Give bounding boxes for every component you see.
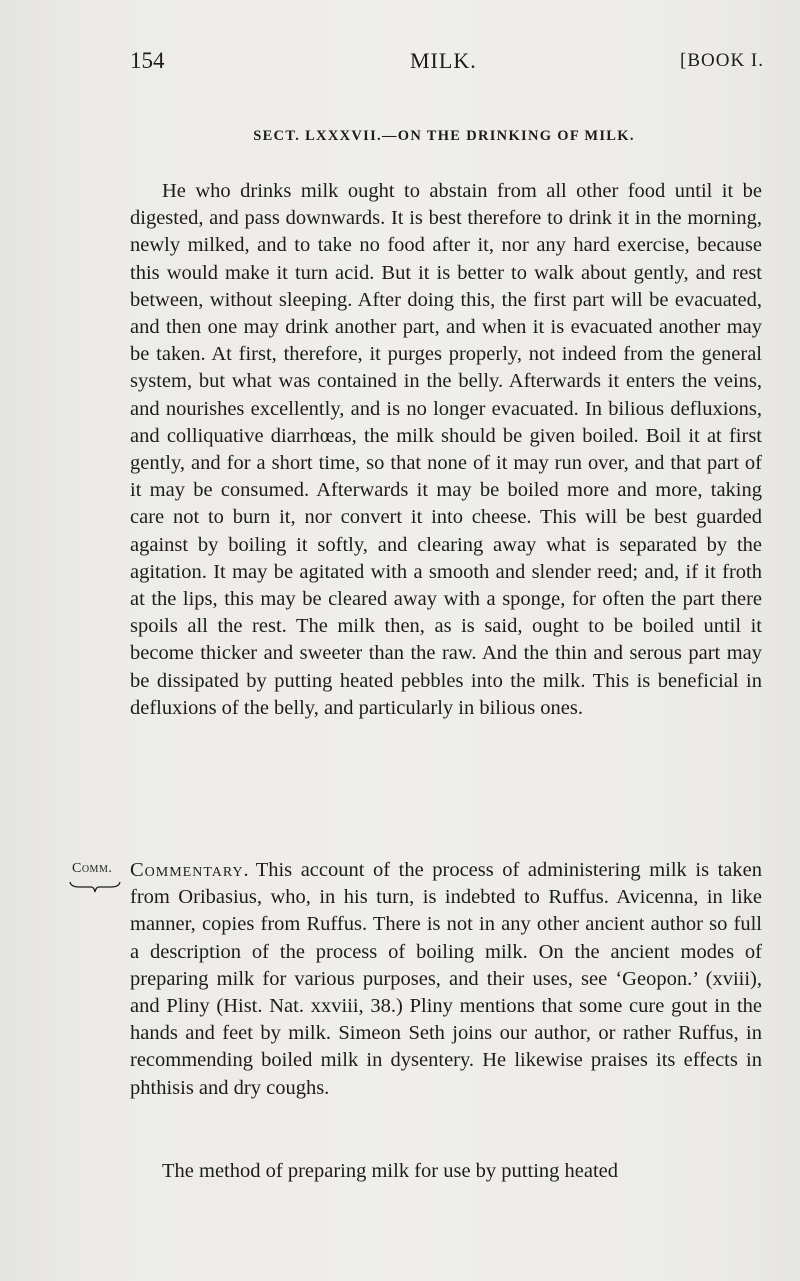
continuation-paragraph (130, 1158, 762, 1185)
section-paragraph: He who drinks milk ought to abstain from all other food until it be digested, and pass downwards. It is best therefore to drink it in the morning, newly milked, and to take no food after it, nor any hard exercise, because this would make it turn acid. But it is better to walk about gently, and rest between, without sleeping. After doing this, the first part will be evacuated, and then one may drink another part, and when it is evacuated another may be taken. At first, therefore, it purges properly, not indeed from the general system, but what was contained in the belly. Afterwards it enters the veins, and nourishes excellently, and is no longer evacuated. In bilious defluxions, and colliquative diarrhœas, the milk should be given boiled. Boil it at first gently, and for a short time, so that none of it may run over, and that part of it may be consumed. Afterwards it may be boiled more and more, taking care not to burn it, nor convert it into cheese. This will be best guarded against by boiling it softly, and clearing away what is separated by the agitation. It may be agitated with a smooth and slender reed; and, if it froth at the lips, this may be cleared away with a sponge, for often the part there spoils all the rest. The milk then, as is said, ought to be boiled until it become thicker and sweeter than the raw. And the thin and serous part may be dissipated by putting heated pebbles into the milk. This is beneficial in defluxions of the belly, and particularly in bilious ones. (130, 180, 762, 719)
margin-brace-icon (69, 880, 121, 894)
commentary-text: This account of the process of administering milk is taken from Oribasius, who, in his turn, is indebted to Ruffus. Avicenna, in like manner, copies from Ruffus. There is not in any other ancient author so full a description of the process of boiling milk. On the ancient modes of preparing milk for various purposes, and their uses, see ‘Geopon.’ (xviii), and Pliny (Hist. Nat. xxviii, 38.) Pliny mentions that some cure gout in the hands and feet by milk. Simeon Seth joins our author, or rather Ruffus, in recommending boiled milk in dysentery. He likewise praises its effects in phthisis and dry coughs. (130, 859, 762, 1099)
page-number: 154 (130, 48, 165, 73)
continuation-text: The method of preparing milk for use by putting heated (162, 1160, 619, 1182)
commentary-margin-label: Comm. (72, 861, 113, 876)
commentary-paragraph (130, 857, 762, 1102)
book-label: [BOOK I. (680, 50, 764, 71)
section-title: SECT. LXXXVII.—ON THE DRINKING OF MILK. (253, 128, 635, 144)
running-title: MILK. (410, 48, 477, 73)
commentary-lead: Commentary. (130, 859, 250, 881)
page-header (126, 48, 800, 78)
